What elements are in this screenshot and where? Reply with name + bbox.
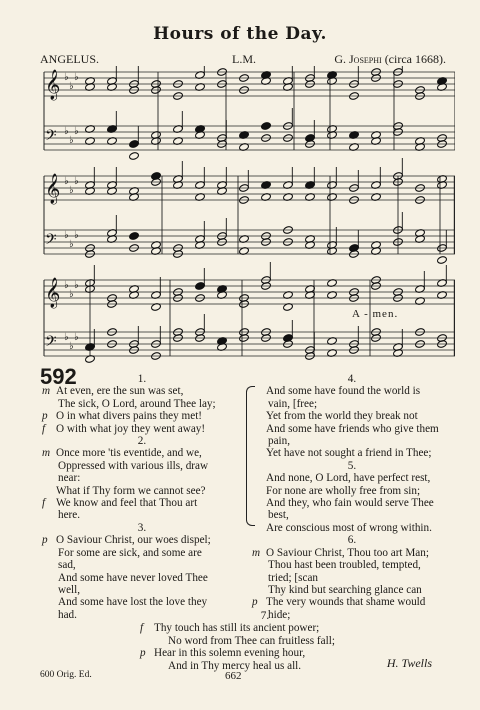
line-text: 1. xyxy=(137,373,147,385)
line-text: Thou hast been troubled, tempted, xyxy=(268,559,421,572)
line-text: And some have found the world is xyxy=(266,385,421,398)
tune-composer-line xyxy=(334,52,446,67)
line-text: 5. xyxy=(347,459,357,472)
verse-number: 7. xyxy=(260,610,270,622)
flat-icon: ♭ xyxy=(64,126,69,137)
dynamic-mark: p xyxy=(42,534,48,547)
music-score xyxy=(30,66,455,366)
verse-line xyxy=(42,472,242,484)
line-text: No word from Thee can fruitless fall; xyxy=(168,634,335,647)
flat-icon: ♭ xyxy=(64,280,69,291)
dynamic-mark: f xyxy=(140,622,144,635)
line-text: 3. xyxy=(137,521,147,534)
verse-line xyxy=(252,410,452,422)
verse-line xyxy=(252,398,452,410)
line-text: tried; [scan xyxy=(268,571,319,584)
flat-icon: ♭ xyxy=(74,176,79,187)
verse-line xyxy=(140,635,390,647)
line-text: Thy kind but searching glance can xyxy=(268,583,422,596)
line-text: For none are wholly free from sin; xyxy=(266,484,421,497)
line-text: best, xyxy=(268,509,289,522)
flat-icon: ♭ xyxy=(64,332,69,343)
dynamic-mark: p xyxy=(42,410,48,423)
line-text: Once more 'tis eventide, and we, xyxy=(56,447,202,460)
flat-icon: ♭ xyxy=(69,185,74,196)
line-text: near: xyxy=(58,472,81,485)
flat-icon: ♭ xyxy=(69,239,74,250)
line-text: well, xyxy=(58,583,81,596)
verse-line xyxy=(252,435,452,447)
page-number: 662 xyxy=(225,670,242,682)
note-head xyxy=(129,152,140,161)
verse-line xyxy=(140,660,390,672)
line-text: 6. xyxy=(347,534,357,547)
bass-clef-icon: 𝄢 xyxy=(45,333,57,354)
flat-icon: ♭ xyxy=(74,72,79,83)
verse-line xyxy=(42,572,242,584)
dynamic-mark: m xyxy=(42,447,51,460)
line-text: Yet have not sought a friend in Thee; xyxy=(266,447,432,460)
flat-icon: ♭ xyxy=(74,332,79,343)
dynamic-mark: m xyxy=(42,385,51,398)
line-text: Are conscious most of wrong within. xyxy=(266,521,432,534)
line-text: pain, xyxy=(268,435,291,448)
verse-line xyxy=(252,485,452,497)
dynamic-mark: m xyxy=(252,546,261,559)
line-text: Oppressed with various ills, draw xyxy=(58,459,209,472)
flat-icon: ♭ xyxy=(69,289,74,300)
verse-number xyxy=(252,460,452,472)
flat-icon: ♭ xyxy=(64,230,69,241)
line-text: What if Thy form we cannot see? xyxy=(56,484,206,497)
verse-line xyxy=(252,447,452,459)
line-text: hide; xyxy=(268,608,291,621)
verse-line xyxy=(42,509,242,521)
bass-clef-icon: 𝄢 xyxy=(45,231,57,252)
verse-line xyxy=(252,584,452,596)
line-text: vain, [free; xyxy=(268,397,318,410)
line-text: Thy touch has still its ancient power; xyxy=(154,622,320,635)
verse-line xyxy=(42,547,242,559)
dynamic-mark: f xyxy=(42,497,46,510)
verse-line xyxy=(42,584,242,596)
page-title: Hours of the Day. xyxy=(153,24,327,44)
line-text: O Saviour Christ, Thou too art Man; xyxy=(266,546,429,559)
verse-line xyxy=(252,547,452,559)
verse-line xyxy=(252,423,452,435)
bass-clef-icon: 𝄢 xyxy=(45,127,57,148)
tune-composer: G. Josephi xyxy=(334,52,382,66)
line-text: sad, xyxy=(58,559,76,572)
line-text: The very wounds that shame would xyxy=(266,596,426,609)
verse-line xyxy=(42,497,242,509)
line-text: At even, ere the sun was set, xyxy=(56,385,184,398)
verse-line xyxy=(42,485,242,497)
line-text: And none, O Lord, have perfect rest, xyxy=(266,472,431,485)
line-text: The sick, O Lord, around Thee lay; xyxy=(58,397,216,410)
verse-line xyxy=(42,534,242,546)
line-text: Hear in this solemn evening hour, xyxy=(154,647,306,660)
verse-line xyxy=(252,596,452,608)
line-text: O Saviour Christ, our woes dispel; xyxy=(56,534,211,547)
verse-line xyxy=(252,572,452,584)
verses-column-left xyxy=(42,373,242,621)
verse-line xyxy=(252,509,452,521)
note-head xyxy=(437,256,448,265)
treble-clef-icon: 𝄞 xyxy=(45,70,61,100)
verse-line xyxy=(42,398,242,410)
verse-line xyxy=(42,596,242,608)
line-text: O in what divers pains they met! xyxy=(56,410,203,423)
treble-clef-icon: 𝄞 xyxy=(45,174,61,204)
hymn-author: H. Twells xyxy=(386,656,432,670)
verse-line xyxy=(42,423,242,435)
tune-name: ANGELUS. xyxy=(40,52,99,66)
flat-icon: ♭ xyxy=(69,135,74,146)
flat-icon: ♭ xyxy=(74,126,79,137)
original-edition-number: 600 Orig. Ed. xyxy=(40,670,92,680)
flat-icon: ♭ xyxy=(69,81,74,92)
hymn-number: 592 xyxy=(40,364,77,389)
line-text: O with what joy they went away! xyxy=(56,422,206,435)
dynamic-mark: f xyxy=(42,422,46,435)
line-text: And some have friends who give them xyxy=(266,422,439,435)
line-text: We know and feel that Thou art xyxy=(56,497,198,510)
line-text: 2. xyxy=(137,435,147,448)
flat-icon: ♭ xyxy=(74,280,79,291)
verse-line xyxy=(252,472,452,484)
line-text: here. xyxy=(58,509,81,522)
verse-line xyxy=(252,522,452,534)
verse-line xyxy=(42,559,242,571)
verse-number xyxy=(252,534,452,546)
note-head xyxy=(129,232,140,241)
dynamic-mark: p xyxy=(252,596,258,609)
verse-line xyxy=(42,410,242,422)
line-text: And some have lost the love they xyxy=(58,596,208,609)
verse-seven xyxy=(140,610,390,672)
verse-line xyxy=(42,385,242,397)
amen-lyric: A - men. xyxy=(352,308,399,320)
flat-icon: ♭ xyxy=(64,72,69,83)
line-text: And they, who fain would serve Thee xyxy=(266,497,434,510)
dynamic-mark: p xyxy=(140,647,146,660)
line-text: For some are sick, and some are xyxy=(58,546,202,559)
verse-line xyxy=(252,385,452,397)
line-text: Yet from the world they break not xyxy=(266,410,418,423)
treble-clef-icon: 𝄞 xyxy=(45,278,61,308)
verse-line xyxy=(140,647,390,659)
verse-line xyxy=(252,497,452,509)
tune-meter: L.M. xyxy=(232,52,256,66)
verse-line xyxy=(140,622,390,634)
verse-number xyxy=(252,373,452,385)
note-head xyxy=(195,282,206,291)
verses-column-right xyxy=(252,373,452,621)
verse-line xyxy=(42,460,242,472)
verse-line xyxy=(252,559,452,571)
line-text: 4. xyxy=(347,373,357,385)
line-text: And in Thy mercy heal us all. xyxy=(168,659,302,672)
verse-line xyxy=(42,447,242,459)
flat-icon: ♭ xyxy=(69,341,74,352)
note-head xyxy=(129,140,140,149)
verse-number xyxy=(42,373,242,385)
verse-number xyxy=(42,522,242,534)
line-text: had. xyxy=(58,608,77,621)
flat-icon: ♭ xyxy=(64,176,69,187)
tune-date: (circa 1668). xyxy=(384,52,446,66)
verse-number xyxy=(42,435,242,447)
line-text: And some have never loved Thee xyxy=(58,571,208,584)
flat-icon: ♭ xyxy=(74,230,79,241)
note-head xyxy=(261,122,272,131)
